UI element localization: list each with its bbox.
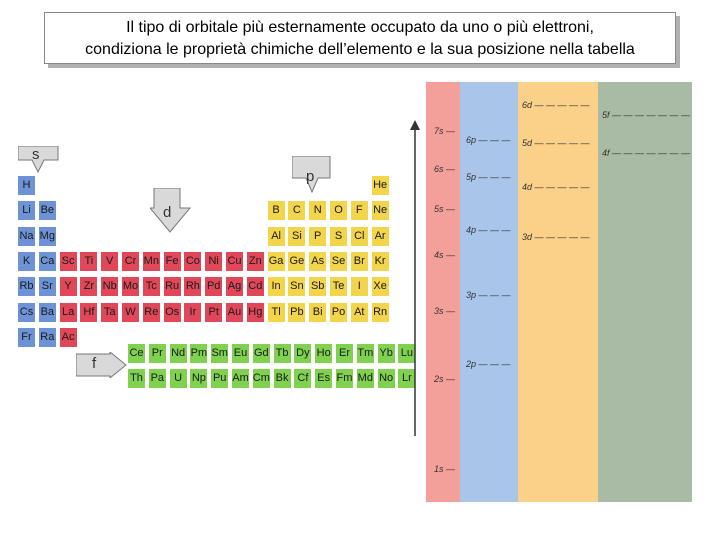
element-mg: Mg: [38, 226, 57, 247]
element-y: Y: [59, 276, 78, 297]
element-cf: Cf: [293, 368, 312, 389]
element-ga: Ga: [267, 251, 286, 272]
energy-level-3d: 3d — — — — —: [522, 232, 590, 242]
element-mn: Mn: [142, 251, 161, 272]
element-lr: Lr: [397, 368, 416, 389]
element-ni: Ni: [204, 251, 223, 272]
element-v: V: [100, 251, 119, 272]
element-np: Np: [189, 368, 208, 389]
element-at: At: [350, 302, 369, 323]
element-pt: Pt: [204, 302, 223, 323]
title-line-1: Il tipo di orbitale più esternamente occupato da uno o più elettroni,: [126, 19, 594, 36]
element-hf: Hf: [79, 302, 98, 323]
title-line-2: condiziona le proprietà chimiche dell’elemento e la sua posizione nella tabella: [85, 41, 635, 58]
s-block-arrow-icon: [18, 146, 62, 176]
element-co: Co: [183, 251, 202, 272]
element-tl: Tl: [267, 302, 286, 323]
energy-level-6s: 6s —: [434, 164, 456, 174]
element-ho: Ho: [314, 343, 333, 364]
energy-level-5s: 5s —: [434, 204, 456, 214]
energy-level-2p: 2p — — —: [466, 359, 511, 369]
element-ar: Ar: [371, 226, 390, 247]
energy-level-6d: 6d — — — — —: [522, 100, 590, 110]
element-h: H: [17, 175, 36, 196]
element-ge: Ge: [287, 251, 306, 272]
element-po: Po: [329, 302, 348, 323]
title-box: [44, 12, 676, 64]
energy-level-4f: 4f — — — — — — —: [602, 148, 691, 158]
element-ir: Ir: [183, 302, 202, 323]
element-mo: Mo: [121, 276, 140, 297]
energy-axis-arrow-icon: [408, 120, 422, 440]
energy-level-diagram: [426, 82, 692, 502]
element-cs: Cs: [17, 302, 36, 323]
element-pr: Pr: [148, 343, 167, 364]
element-c: C: [287, 200, 306, 221]
element-pd: Pd: [204, 276, 223, 297]
element-ru: Ru: [163, 276, 182, 297]
element-se: Se: [329, 251, 348, 272]
element-au: Au: [225, 302, 244, 323]
element-li: Li: [17, 200, 36, 221]
energy-level-1s: 1s —: [434, 464, 456, 474]
element-n: N: [308, 200, 327, 221]
element-eu: Eu: [231, 343, 250, 364]
element-nb: Nb: [100, 276, 119, 297]
energy-level-2s: 2s —: [434, 374, 456, 384]
element-bi: Bi: [308, 302, 327, 323]
energy-level-4p: 4p — — —: [466, 225, 511, 235]
energy-level-4s: 4s —: [434, 250, 456, 260]
element-ac: Ac: [59, 327, 78, 348]
element-sc: Sc: [59, 251, 78, 272]
element-al: Al: [267, 226, 286, 247]
element-pa: Pa: [148, 368, 167, 389]
element-rb: Rb: [17, 276, 36, 297]
s-orbital-column: [426, 82, 460, 502]
element-cm: Cm: [252, 368, 271, 389]
element-in: In: [267, 276, 286, 297]
p-block-label: p: [306, 168, 315, 185]
element-p: P: [308, 226, 327, 247]
element-k: K: [17, 251, 36, 272]
element-pu: Pu: [210, 368, 229, 389]
element-si: Si: [287, 226, 306, 247]
energy-level-4d: 4d — — — — —: [522, 182, 590, 192]
element-o: O: [329, 200, 348, 221]
energy-level-3p: 3p — — —: [466, 290, 511, 300]
element-be: Be: [38, 200, 57, 221]
element-sm: Sm: [210, 343, 229, 364]
element-nd: Nd: [169, 343, 188, 364]
element-s: S: [329, 226, 348, 247]
element-th: Th: [127, 368, 146, 389]
element-ta: Ta: [100, 302, 119, 323]
f-orbital-column: [598, 82, 692, 502]
f-block-arrow-icon: [76, 352, 128, 378]
d-block-arrow-icon: [150, 188, 194, 234]
element-ne: Ne: [371, 200, 390, 221]
element-ca: Ca: [38, 251, 57, 272]
element-la: La: [59, 302, 78, 323]
element-sb: Sb: [308, 276, 327, 297]
energy-level-5d: 5d — — — — —: [522, 138, 590, 148]
element-tm: Tm: [356, 343, 375, 364]
element-fm: Fm: [335, 368, 354, 389]
element-os: Os: [163, 302, 182, 323]
energy-level-5f: 5f — — — — — — —: [602, 110, 691, 120]
element-cl: Cl: [350, 226, 369, 247]
element-b: B: [267, 200, 286, 221]
element-tc: Tc: [142, 276, 161, 297]
energy-level-7s: 7s —: [434, 126, 456, 136]
element-zr: Zr: [79, 276, 98, 297]
d-block-label: d: [163, 204, 172, 221]
element-hg: Hg: [246, 302, 265, 323]
element-cu: Cu: [225, 251, 244, 272]
element-f: F: [350, 200, 369, 221]
element-no: No: [377, 368, 396, 389]
element-br: Br: [350, 251, 369, 272]
element-w: W: [121, 302, 140, 323]
element-zn: Zn: [246, 251, 265, 272]
element-es: Es: [314, 368, 333, 389]
element-sn: Sn: [287, 276, 306, 297]
element-he: He: [371, 175, 390, 196]
energy-level-3s: 3s —: [434, 306, 456, 316]
element-rn: Rn: [371, 302, 390, 323]
element-ti: Ti: [79, 251, 98, 272]
f-block-label: f: [92, 355, 97, 372]
element-pb: Pb: [287, 302, 306, 323]
s-block-label: s: [32, 146, 40, 163]
element-re: Re: [142, 302, 161, 323]
element-xe: Xe: [371, 276, 390, 297]
element-cr: Cr: [121, 251, 140, 272]
element-am: Am: [231, 368, 250, 389]
element-dy: Dy: [293, 343, 312, 364]
element-sr: Sr: [38, 276, 57, 297]
element-rh: Rh: [183, 276, 202, 297]
element-gd: Gd: [252, 343, 271, 364]
element-ce: Ce: [127, 343, 146, 364]
element-kr: Kr: [371, 251, 390, 272]
element-ra: Ra: [38, 327, 57, 348]
element-u: U: [169, 368, 188, 389]
element-te: Te: [329, 276, 348, 297]
energy-level-6p: 6p — — —: [466, 135, 511, 145]
element-na: Na: [17, 226, 36, 247]
element-i: I: [350, 276, 369, 297]
element-md: Md: [356, 368, 375, 389]
element-yb: Yb: [377, 343, 396, 364]
element-ba: Ba: [38, 302, 57, 323]
element-cd: Cd: [246, 276, 265, 297]
element-lu: Lu: [397, 343, 416, 364]
element-pm: Pm: [189, 343, 208, 364]
element-tb: Tb: [273, 343, 292, 364]
element-as: As: [308, 251, 327, 272]
element-er: Er: [335, 343, 354, 364]
element-fe: Fe: [163, 251, 182, 272]
element-bk: Bk: [273, 368, 292, 389]
energy-level-5p: 5p — — —: [466, 172, 511, 182]
element-ag: Ag: [225, 276, 244, 297]
element-fr: Fr: [17, 327, 36, 348]
